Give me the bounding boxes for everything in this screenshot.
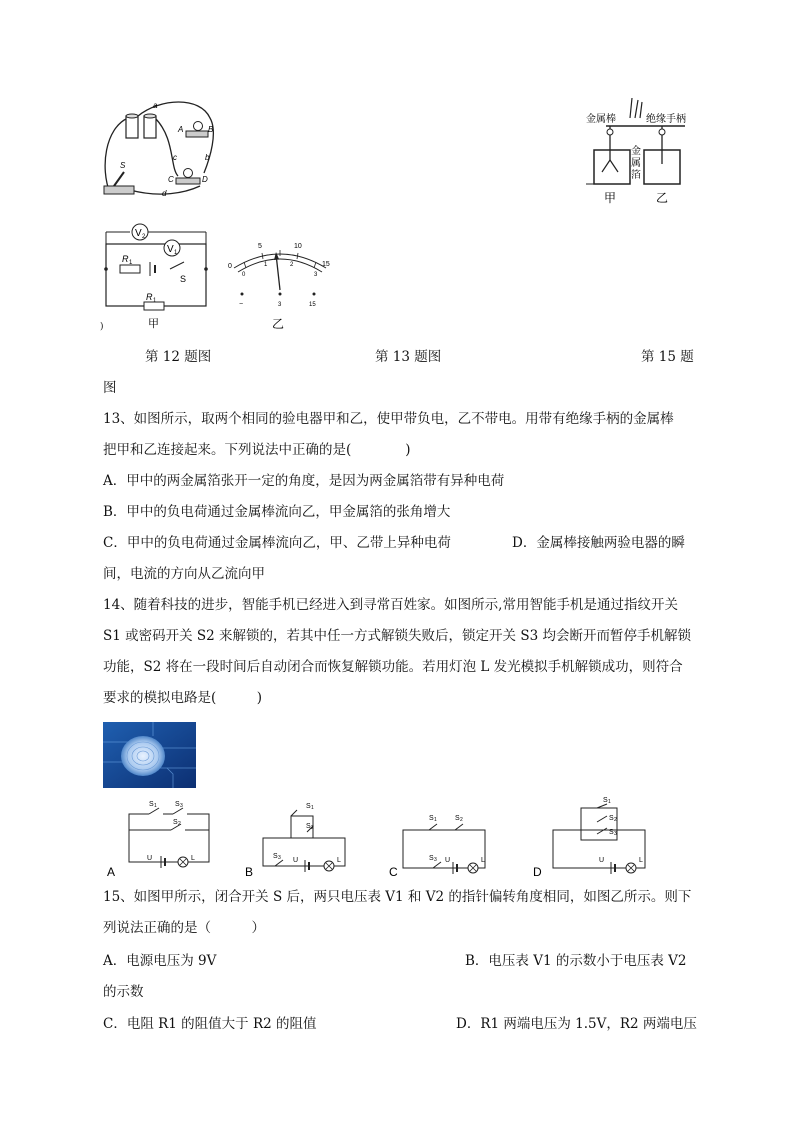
- fig12-label-S: S: [120, 161, 126, 170]
- q13-stem-line1: 13、如图所示，取两个相同的验电器甲和乙，使甲带负电，乙不带电。用带有绝缘手柄的金属棒: [103, 411, 674, 427]
- meter-tick-inner-0: 0: [242, 272, 246, 278]
- fig12-circuit-diagram: [100, 98, 230, 206]
- fig15-label-jia: 甲: [148, 318, 159, 330]
- meter-tick-outer-5: 5: [258, 243, 262, 250]
- fig15-bracket: ): [100, 322, 104, 332]
- fig15-label-R1-bottom-sub: 1: [153, 298, 157, 304]
- meter-tick-inner-2: 2: [290, 262, 294, 268]
- q13-option-d-line2: 间，电流的方向从乙流向甲: [103, 566, 265, 582]
- meter-terminal-3: 3: [278, 302, 282, 308]
- q13-option-c: C．甲中的负电荷通过金属棒流向乙，甲、乙带上异种电荷: [103, 535, 451, 551]
- fig13-label-yi: 乙: [656, 191, 669, 205]
- meter-terminal-neg: −: [239, 301, 244, 308]
- q14-D-S1-sub: 1: [608, 799, 611, 805]
- q14-option-B-label: B: [245, 865, 254, 879]
- meter-tick-outer-10: 10: [294, 243, 302, 250]
- q14-D-L: L: [639, 857, 643, 864]
- fig15-label-S: S: [180, 274, 187, 284]
- q14-C-S1-sub: 1: [434, 817, 437, 823]
- fig13-label-jia: 甲: [604, 191, 617, 205]
- q14-A-S2-sub: 2: [178, 821, 181, 827]
- meter-tick-inner-3: 3: [314, 272, 318, 278]
- fig15-label-V2-sub: 2: [142, 234, 146, 240]
- q14-A-S1-sub: 1: [154, 803, 157, 809]
- q14-B-L: L: [337, 857, 341, 864]
- q14-B-S2-sub: 2: [311, 825, 314, 831]
- fig13-label-foil-1: 金: [631, 146, 641, 157]
- fingerprint-photo: [103, 722, 196, 788]
- q14-stem-line2: S1 或密码开关 S2 来解锁的，若其中任一方式解锁失败后，锁定开关 S3 均会断开而暂停手机解锁: [103, 628, 691, 644]
- fig15-label-R1-bottom: R: [146, 292, 153, 302]
- q14-B-U: U: [293, 857, 299, 864]
- q14-C-S2-sub: 2: [460, 817, 463, 823]
- meter-tick-inner-1: 1: [264, 262, 268, 268]
- q14-A-L: L: [191, 855, 195, 862]
- fig15-meter-dial: [224, 232, 336, 332]
- q14-A-S3-sub: 3: [180, 803, 183, 809]
- q14-C-S3-sub: 3: [434, 857, 437, 863]
- q13-option-a: A．甲中的两金属箔张开一定的角度，是因为两金属箔带有异种电荷: [103, 473, 505, 489]
- q13-stem-line2: 把甲和乙连接起来。下列说法中正确的是( ): [103, 442, 411, 458]
- fig15-label-V1-sub: 1: [174, 250, 178, 256]
- fig13-label-metal-rod: 金属棒: [586, 114, 616, 125]
- fig12-label-c: c: [173, 153, 177, 162]
- fig13-label-insulated-handle: 绝缘手柄: [646, 114, 686, 125]
- fig12-label-b: b: [205, 153, 210, 162]
- q15-option-b-line2: 的示数: [103, 984, 144, 1000]
- q15-option-b-line1: B．电压表 V1 的示数小于电压表 V2: [465, 953, 687, 969]
- q14-D-S1: S: [603, 797, 608, 804]
- q14-B-S1: S: [306, 803, 311, 810]
- q14-option-C-label: C: [389, 865, 398, 879]
- q15-option-c: C．电阻 R1 的阻值大于 R2 的阻值: [103, 1016, 317, 1032]
- q14-C-S1: S: [429, 815, 434, 822]
- q15-stem-line2: 列说法正确的是（ ）: [103, 920, 265, 936]
- q14-A-S1: S: [149, 801, 154, 808]
- fig15-label-yi: 乙: [272, 317, 285, 331]
- fig15-circuit-diagram: [100, 222, 212, 332]
- meter-terminal-15: 15: [309, 302, 316, 308]
- fig15-label-R1-top: R: [122, 254, 129, 264]
- fig13-label-foil-3: 箔: [631, 170, 641, 181]
- q15-option-a: A．电源电压为 9V: [103, 953, 217, 969]
- q14-A-S2: S: [173, 819, 178, 826]
- q13-option-d-line1: D．金属棒接触两验电器的瞬: [512, 535, 685, 551]
- q14-B-S1-sub: 1: [311, 805, 314, 811]
- q14-stem-line4: 要求的模拟电路是( ): [103, 690, 263, 706]
- q14-C-S3: S: [429, 855, 434, 862]
- q14-A-U: U: [147, 855, 153, 862]
- q15-option-d: D．R1 两端电压为 1.5V，R2 两端电压: [456, 1016, 697, 1032]
- meter-tick-outer-15: 15: [322, 261, 330, 268]
- q14-C-S2: S: [455, 815, 460, 822]
- q14-stem-line3: 功能，S2 将在一段时间后自动闭合而恢复解锁功能。若用灯泡 L 发光模拟手机解锁成功，则符合: [103, 659, 683, 675]
- q14-option-D-label: D: [533, 865, 542, 879]
- q14-C-U: U: [445, 857, 451, 864]
- q14-option-circuits: [103, 796, 663, 880]
- q14-D-S3: S: [609, 829, 614, 836]
- fig13-electroscopes-diagram: [580, 98, 695, 208]
- q14-stem-line1: 14、随着科技的进步，智能手机已经进入到寻常百姓家。如图所示,常用智能手机是通过指纹开关: [103, 597, 678, 613]
- caption-fig13: 第 13 题图: [375, 349, 442, 365]
- q14-D-S3-sub: 3: [614, 831, 617, 837]
- fig15-label-V1: V: [167, 244, 174, 255]
- fig12-label-C: C: [168, 175, 174, 184]
- meter-tick-outer-0: 0: [228, 263, 232, 270]
- q14-B-S3-sub: 3: [278, 855, 281, 861]
- caption-fig15-b: 图: [103, 380, 117, 396]
- q14-D-U: U: [599, 857, 605, 864]
- caption-fig15-a: 第 15 题: [641, 349, 694, 365]
- q13-option-b: B．甲中的负电荷通过金属棒流向乙，甲金属箔的张角增大: [103, 504, 451, 520]
- fig15-label-R1-top-sub: 1: [129, 260, 133, 266]
- q14-C-L: L: [481, 857, 485, 864]
- fig13-label-foil-2: 属: [631, 158, 641, 169]
- q14-option-A-label: A: [107, 865, 116, 879]
- q14-A-S3: S: [175, 801, 180, 808]
- fig12-label-d: d: [162, 189, 167, 198]
- caption-fig12: 第 12 题图: [145, 349, 212, 365]
- q14-B-S2: S: [306, 823, 311, 830]
- q14-B-S3: S: [273, 853, 278, 860]
- fig12-label-A: A: [178, 125, 184, 134]
- q14-D-S2: S: [609, 815, 614, 822]
- q14-D-S2-sub: 2: [614, 817, 617, 823]
- q15-stem-line1: 15、如图甲所示，闭合开关 S 后，两只电压表 V1 和 V2 的指针偏转角度相同，如图乙所示。则下: [103, 889, 692, 905]
- fig15-label-V2: V: [135, 228, 142, 239]
- fig12-label-D: D: [202, 175, 208, 184]
- fig12-label-a: a: [153, 101, 158, 110]
- fig12-label-B: B: [208, 125, 214, 134]
